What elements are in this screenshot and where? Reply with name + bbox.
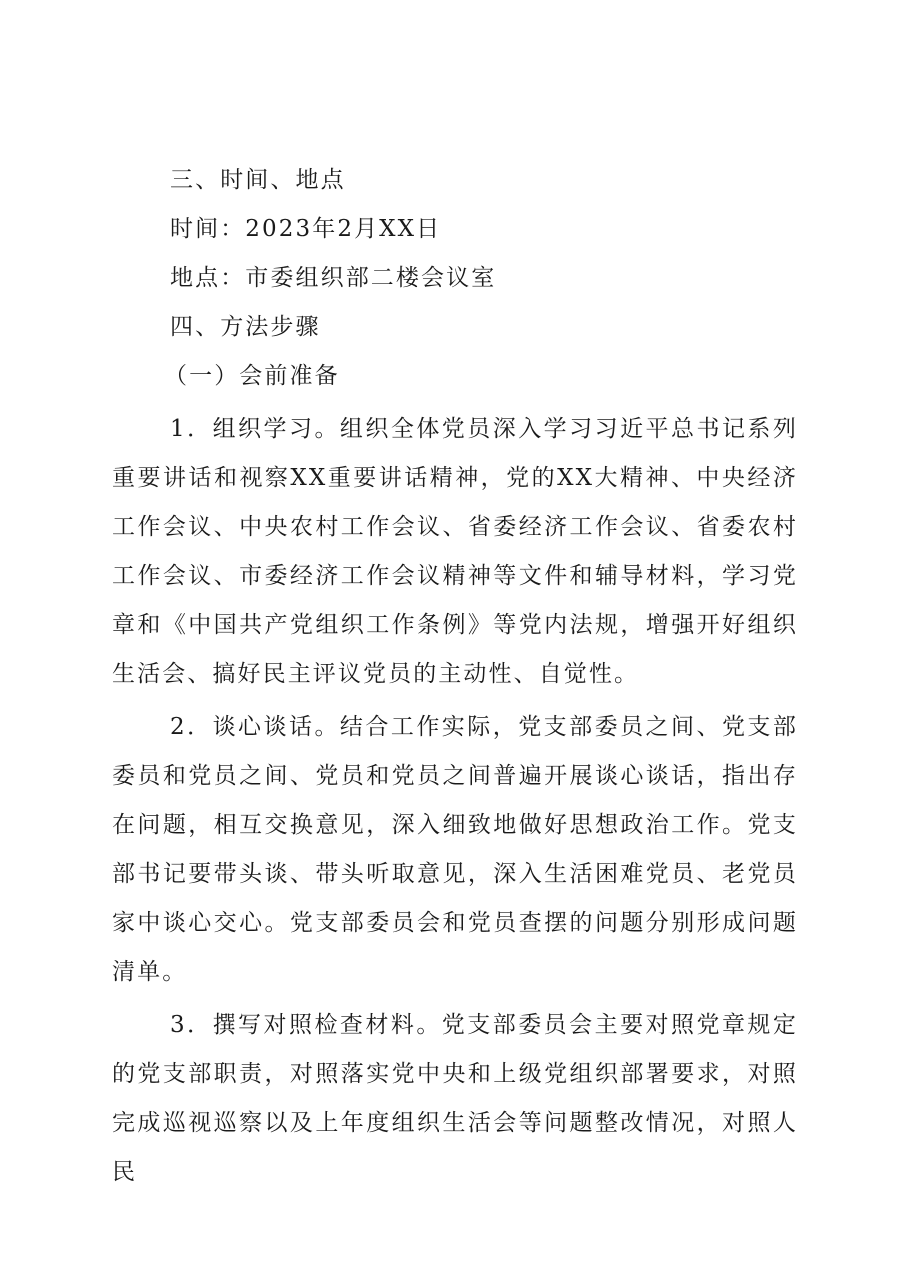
- paragraph-self-review: 3．撰写对照检查材料。党支部委员会主要对照党章规定的党支部职责，对照落实党中央和上级党组织部署要求，对照完成巡视巡察以及上年度组织生活会等问题整改情况，对照人民: [112, 1012, 798, 1185]
- place-line: 地点：市委组织部二楼会议室: [170, 265, 497, 291]
- time-line: 时间：2023年2月XX日: [170, 216, 442, 242]
- paragraph-study: 1．组织学习。组织全体党员深入学习习近平总书记系列重要讲话和视察XX重要讲话精神，党的XX大精神、中央经济工作会议、中央农村工作会议、省委经济工作会议、省委农村工作会议、市委经济工作会议精神等文件和辅导材料，学习党章和《中国共产党组织工作条例》等党内法规，增强开好组织生活会、搞好民主评议党员的主动性、自觉性。: [112, 416, 798, 687]
- document-body: [112, 156, 798, 1197]
- section-heading-time-place: 三、时间、地点: [170, 167, 346, 193]
- section-heading-methods: 四、方法步骤: [170, 314, 321, 340]
- subheading-preparation: （一）会前准备: [164, 363, 340, 389]
- paragraph-talks: 2．谈心谈话。结合工作实际，党支部委员之间、党支部委员和党员之间、党员和党员之间普遍开展谈心谈话，指出存在问题，相互交换意见，深入细致地做好思想政治工作。党支部书记要带头谈、带头听取意见，深入生活困难党员、老党员家中谈心交心。党支部委员会和党员查摆的问题分别形成问题清单。: [112, 714, 798, 985]
